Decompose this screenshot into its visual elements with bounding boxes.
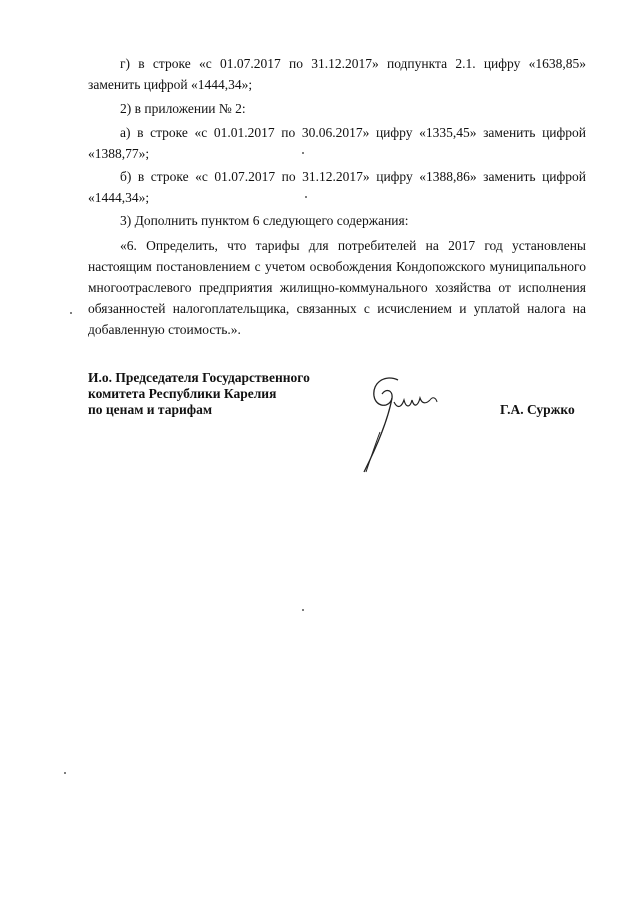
signatory-title-line-2: комитета Республики Карелия — [88, 386, 277, 401]
signatory-title-line-1: И.о. Председателя Государственного — [88, 370, 310, 385]
signatory-title-line-3: по ценам и тарифам — [88, 402, 213, 417]
scan-speck — [302, 152, 304, 154]
paragraph-add-point-6: 3) Дополнить пунктом 6 следующего содержания: — [120, 213, 409, 228]
paragraph-point-6-text: «6. Определить, что тарифы для потребителей на 2017 год установлены настоящим постановлением с учетом освобождения Кондопожского муниципального многоотраслевого предприятия жилищно-коммунального хозяйства от исполнения обязанностей налогоплательщика, связанных с исчислением и уплатой налога на добавленную стоимость.». — [88, 238, 586, 337]
paragraph-item-a: а) в строке «с 01.01.2017 по 30.06.2017» цифру «1335,45» заменить цифрой «1388,77»; — [88, 125, 586, 161]
scan-speck — [305, 196, 307, 198]
paragraph-item-g: г) в строке «с 01.07.2017 по 31.12.2017» подпункта 2.1. цифру «1638,85» заменить цифрой «1444,34»; — [88, 56, 586, 92]
signatory-name: Г.А. Суржко — [500, 402, 575, 417]
paragraph-appendix-2: 2) в приложении № 2: — [120, 101, 246, 116]
paragraph-item-b: б) в строке «с 01.07.2017 по 31.12.2017» цифру «1388,86» заменить цифрой «1444,34»; — [88, 169, 586, 205]
scan-speck — [64, 772, 66, 774]
scan-speck — [302, 609, 304, 611]
signatory-title — [88, 370, 310, 418]
handwritten-signature — [336, 368, 446, 478]
scan-speck — [70, 312, 72, 314]
